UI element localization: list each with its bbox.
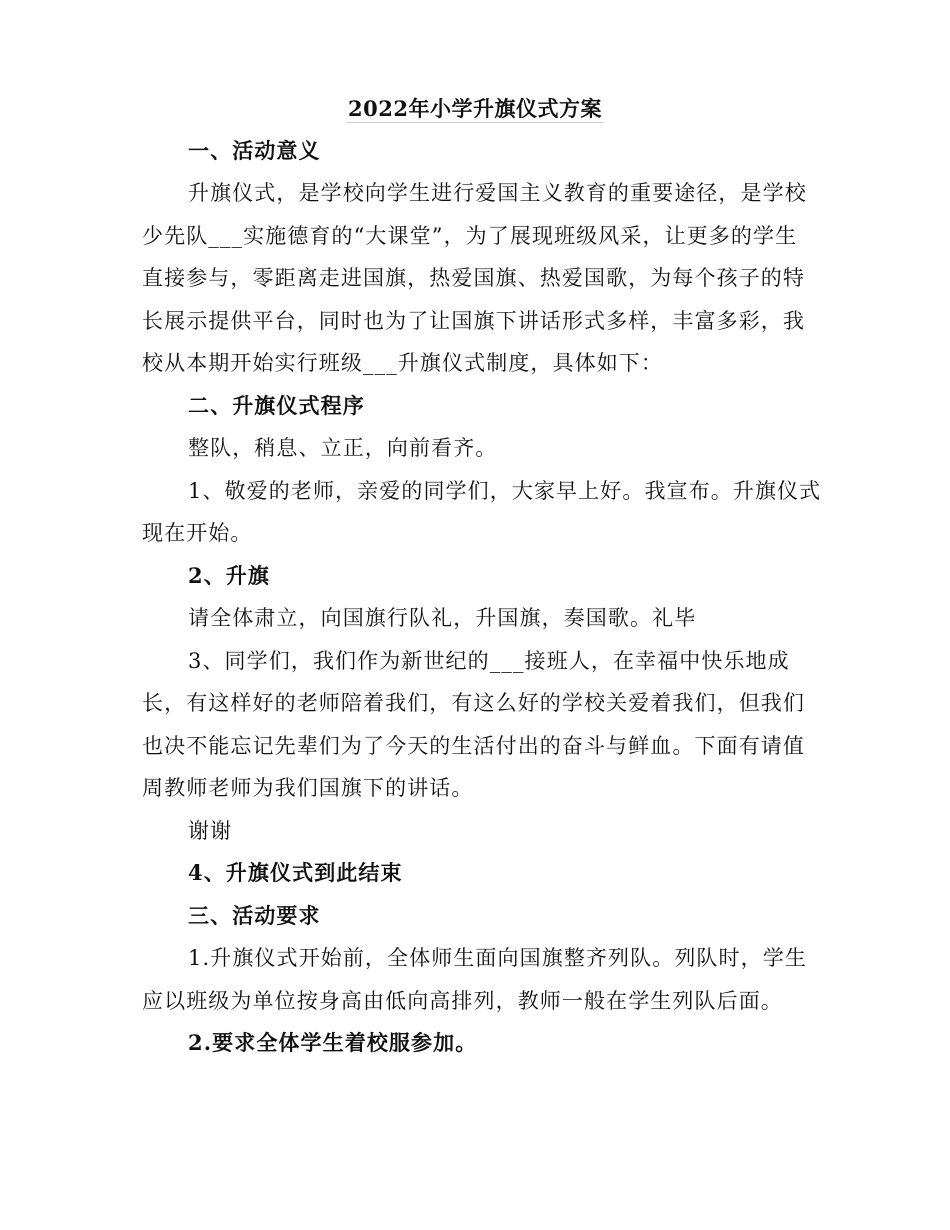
paragraph-line: 1、敬爱的老师，亲爱的同学们，大家早上好。我宣布。升旗仪式 — [188, 479, 822, 503]
paragraph-line: 3、同学们，我们作为新世纪的___接班人，在幸福中快乐地成 — [188, 649, 790, 673]
section-heading-significance: 一、活动意义 — [188, 138, 321, 163]
paragraph-line: 直接参与，零距离走进国旗，热爱国旗、热爱国歌，为每个孩子的特 — [142, 266, 805, 290]
paragraph-line: 周教师老师为我们国旗下的讲话。 — [142, 776, 474, 800]
section-heading-requirements: 三、活动要求 — [188, 903, 321, 928]
paragraph-line: 升旗仪式，是学校向学生进行爱国主义教育的重要途径，是学校 — [188, 181, 807, 205]
paragraph-line: 少先队___实施德育的“大课堂”，为了展现班级风采，让更多的学生 — [142, 224, 798, 248]
paragraph-line: 长，有这样好的老师陪着我们，有这么好的学校关爱着我们，但我们 — [142, 691, 805, 715]
paragraph-line: 校从本期开始实行班级___升旗仪式制度，具体如下： — [142, 351, 663, 375]
step-heading-raise-flag: 2、升旗 — [188, 563, 271, 588]
document-title: 2022年小学升旗仪式方案 — [348, 96, 602, 121]
paragraph-line: 长展示提供平台，同时也为了让国旗下讲话形式多样，丰富多彩，我 — [142, 309, 805, 333]
section-heading-procedure: 二、升旗仪式程序 — [188, 393, 365, 418]
requirement-item: 2.要求全体学生着校服参加。 — [188, 1030, 478, 1055]
step-heading-end: 4、升旗仪式到此结束 — [188, 860, 403, 885]
paragraph-line: 谢谢 — [188, 819, 233, 843]
paragraph-line: 请全体肃立，向国旗行队礼，升国旗，奏国歌。礼毕 — [188, 606, 697, 630]
paragraph-line: 现在开始。 — [142, 521, 253, 545]
paragraph-line: 应以班级为单位按身高由低向高排列，教师一般在学生列队后面。 — [142, 989, 783, 1013]
paragraph-line: 整队，稍息、立正，向前看齐。 — [188, 436, 498, 460]
paragraph-line: 1.升旗仪式开始前，全体师生面向国旗整齐列队。列队时，学生 — [188, 946, 807, 970]
paragraph-line: 也决不能忘记先辈们为了今天的生活付出的奋斗与鲜血。下面有请值 — [142, 734, 805, 758]
